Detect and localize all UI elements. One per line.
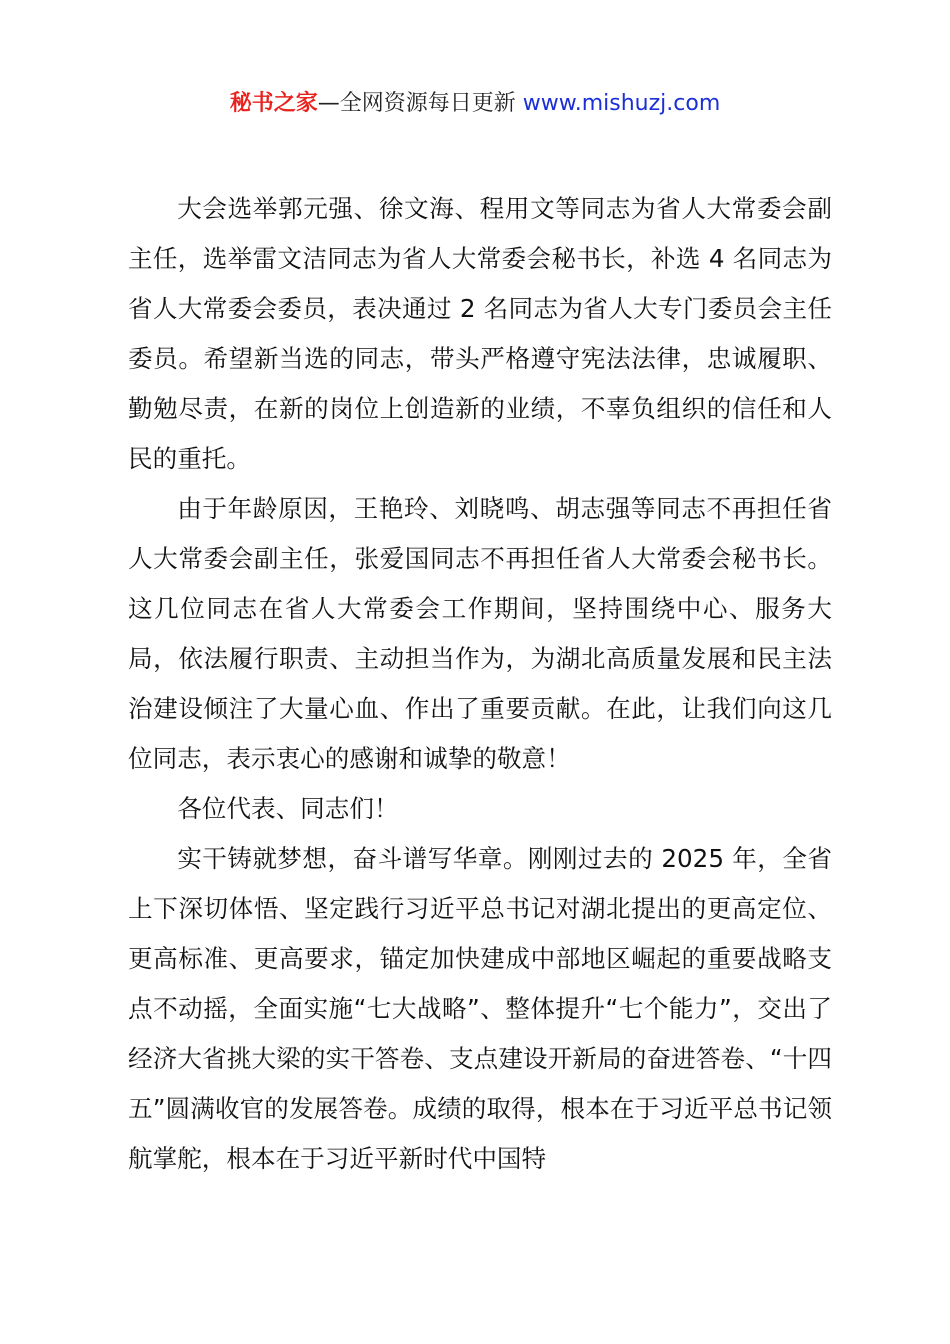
paragraph-retirement: 由于年龄原因，王艳玲、刘晓鸣、胡志强等同志不再担任省人大常委会副主任，张爱国同志不再担任省人大常委会秘书长。这几位同志在省人大常委会工作期间，坚持围绕中心、服务大局，依法履行职责、主动担当作为，为湖北高质量发展和民主法治建设倾注了大量心血、作出了重要贡献。在此，让我们向这几位同志，表示衷心的感谢和诚挚的敬意！ [128,494,832,773]
document-body [128,184,832,1184]
paragraph-election: 大会选举郭元强、徐文海、程用文等同志为省人大常委会副主任，选举雷文洁同志为省人大常委会秘书长，补选 4 名同志为省人大常委会委员，表决通过 2 名同志为省人大专门委员会主任委员。希望新当选的同志，带头严格遵守宪法法律，忠诚履职、勤勉尽责，在新的岗位上创造新的业绩，不辜负组织的信任和人民的重托。 [128,194,832,473]
website-link[interactable]: www.mishuzj.com [522,91,721,116]
header-tagline: —全网资源每日更新 [317,91,523,116]
brand-name: 秘书之家 [229,91,318,116]
paragraph-salutation: 各位代表、同志们！ [177,794,399,823]
page-header [0,86,950,122]
paragraph-achievements: 实干铸就梦想，奋斗谱写华章。刚刚过去的 2025 年，全省上下深切体悟、坚定践行习近平总书记对湖北提出的更高定位、更高标准、更高要求，锚定加快建成中部地区崛起的重要战略支点不动摇，全面实施“七大战略”、整体提升“七个能力”，交出了经济大省挑大梁的实干答卷、支点建设开新局的奋进答卷、“十四五”圆满收官的发展答卷。成绩的取得，根本在于习近平总书记领航掌舵，根本在于习近平新时代中国特 [128,844,832,1173]
